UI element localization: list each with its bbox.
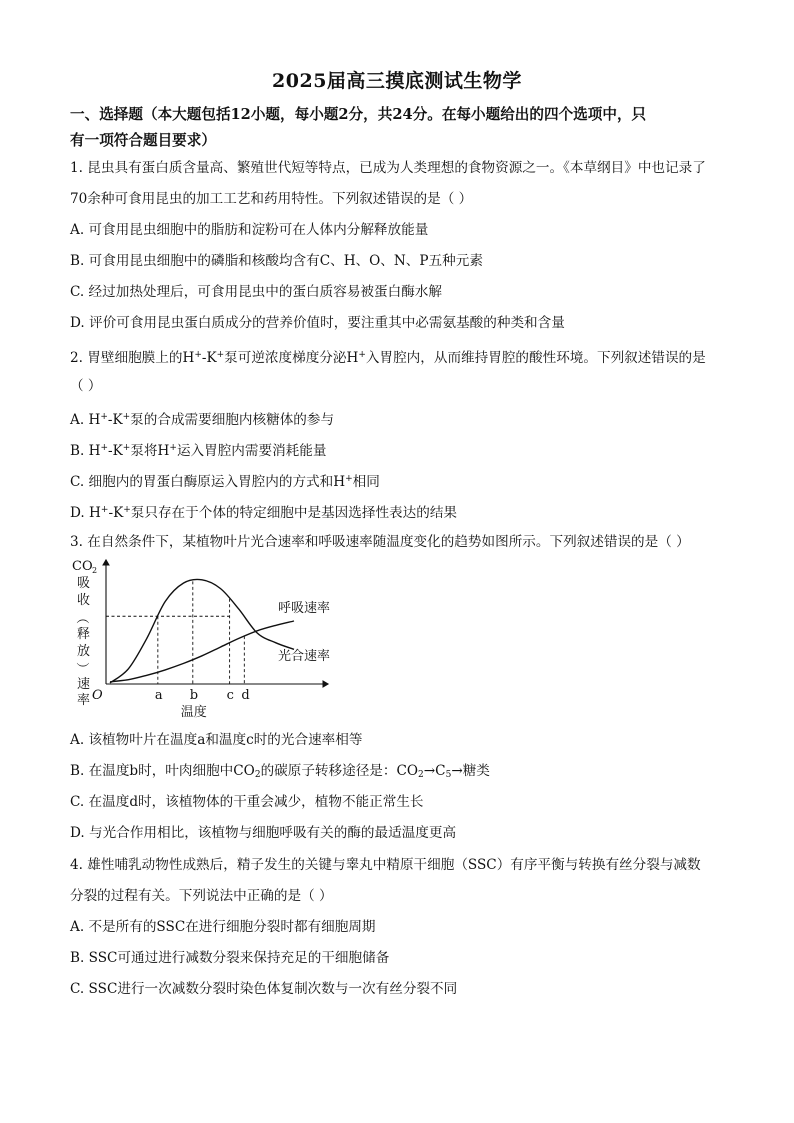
- x-axis-label: 温度: [180, 705, 207, 720]
- y-axis-label: [72, 559, 97, 708]
- x-tick-label: d: [241, 688, 250, 703]
- q2-option-c: C. 细胞内的胃蛋白酶原运入胃腔内的方式和H+相同: [70, 474, 380, 490]
- q3-stem: 3. 在自然条件下，某植物叶片光合速率和呼吸速率随温度变化的趋势如图所示。下列叙述错误的是（ ）: [70, 534, 690, 550]
- q4-stem-line1: 4. 雄性哺乳动物性成熟后，精子发生的关键与睾丸中精原干细胞（SSC）有序平衡与转换有丝分裂与减数: [70, 857, 701, 873]
- y-label-subscript: 2: [92, 566, 98, 575]
- y-label-char: CO: [72, 559, 93, 574]
- q2-stem-c: 入胃腔内，从而维持胃腔的酸性环境。下列叙述错误的是: [365, 350, 706, 366]
- series-label-respiration: 呼吸速率: [278, 601, 331, 616]
- x-tick-label: a: [154, 688, 163, 703]
- q2-stem-b: 泵可逆浓度梯度分泌H: [224, 350, 359, 366]
- q1-stem-line2: 70余种可食用昆虫的加工工艺和药用特性。下列叙述错误的是（ ）: [70, 191, 473, 207]
- q4-option-b: B. SSC可通过进行减数分裂来保持充足的干细胞储备: [70, 950, 390, 966]
- q1-option-c: C. 经过加热处理后，可食用昆虫中的蛋白质容易被蛋白酶水解: [70, 284, 442, 300]
- y-label-char: 释: [77, 627, 91, 642]
- q2-option-d: D. H+-K+泵只存在于个体的特定细胞中是基因选择性表达的结果: [70, 505, 458, 521]
- y-label-char: 收: [77, 593, 91, 608]
- y-label-char: 放: [77, 644, 91, 659]
- q2-stem-a: 2. 胃壁细胞膜上的H: [70, 350, 195, 366]
- x-tick-label: b: [189, 688, 199, 703]
- section-heading-line2: 有一项符合题目要求）: [70, 132, 216, 149]
- q4-stem-line2: 分裂的过程有关。下列说法中正确的是（ ）: [70, 888, 333, 904]
- q1-option-d: D. 评价可食用昆虫蛋白质成分的营养价值时，要注重其中必需氨基酸的种类和含量: [70, 315, 565, 331]
- q4-option-a: A. 不是所有的SSC在进行细胞分裂时都有细胞周期: [70, 919, 376, 935]
- q3-option-d: D. 与光合作用相比，该植物与细胞呼吸有关的酶的最适温度更高: [70, 825, 457, 841]
- dashed-guides: [106, 581, 244, 684]
- y-label-char: ）: [74, 662, 89, 676]
- q3-option-c: C. 在温度d时，该植物体的干重会减少，植物不能正常生长: [70, 794, 424, 810]
- q3-option-b: B. 在温度b时，叶肉细胞中$CO_2$的碳原子转移途径是：$CO_2\to C_5\to$糖类: [70, 763, 490, 780]
- y-label-char: 速: [77, 677, 91, 692]
- q2-stem-line2: （ ）: [70, 378, 102, 394]
- q4-option-c: C. SSC进行一次减数分裂时染色体复制次数与一次有丝分裂不同: [70, 981, 458, 997]
- q1-stem-line1: 1. 昆虫具有蛋白质含量高、繁殖世代短等特点，已成为人类理想的食物资源之一。《本草纲目》中也记录了: [70, 160, 706, 176]
- origin-label: O: [92, 688, 103, 703]
- q1-option-b: B. 可食用昆虫细胞中的磷脂和核酸均含有C、H、O、N、P五种元素: [70, 253, 483, 269]
- x-tick-label: c: [226, 688, 234, 703]
- q2-option-b: B. H+-K+泵将H+运入胃腔内需要消耗能量: [70, 443, 327, 459]
- rate-temperature-chart: [70, 556, 360, 724]
- y-label-char: 率: [77, 693, 91, 708]
- q3-option-a: A. 该植物叶片在温度a和温度c时的光合速率相等: [70, 732, 363, 748]
- x-tick-labels: [155, 688, 250, 703]
- y-label-char: 吸: [77, 576, 91, 591]
- page-title: 2025届高三摸底测试生物学: [272, 70, 522, 92]
- q1-option-a: A. 可食用昆虫细胞中的脂肪和淀粉可在人体内分解释放能量: [70, 222, 429, 238]
- series-respiration-line: [110, 621, 294, 682]
- q2-option-a: A. H+-K+泵的合成需要细胞内核糖体的参与: [70, 412, 335, 428]
- series-photosynthesis-line: [110, 579, 294, 682]
- q2-stem-line1: 2. 胃壁细胞膜上的H+-K+泵可逆浓度梯度分泌H+入胃腔内，从而维持胃腔的酸性环境。下列叙述错误的是: [70, 350, 706, 366]
- section-heading-line1: 一、选择题（本大题包括12小题，每小题2分，共24分。在每小题给出的四个选项中，只: [70, 106, 647, 123]
- y-label-char: （: [74, 611, 89, 625]
- series-label-photosynthesis: 光合速率: [278, 649, 331, 664]
